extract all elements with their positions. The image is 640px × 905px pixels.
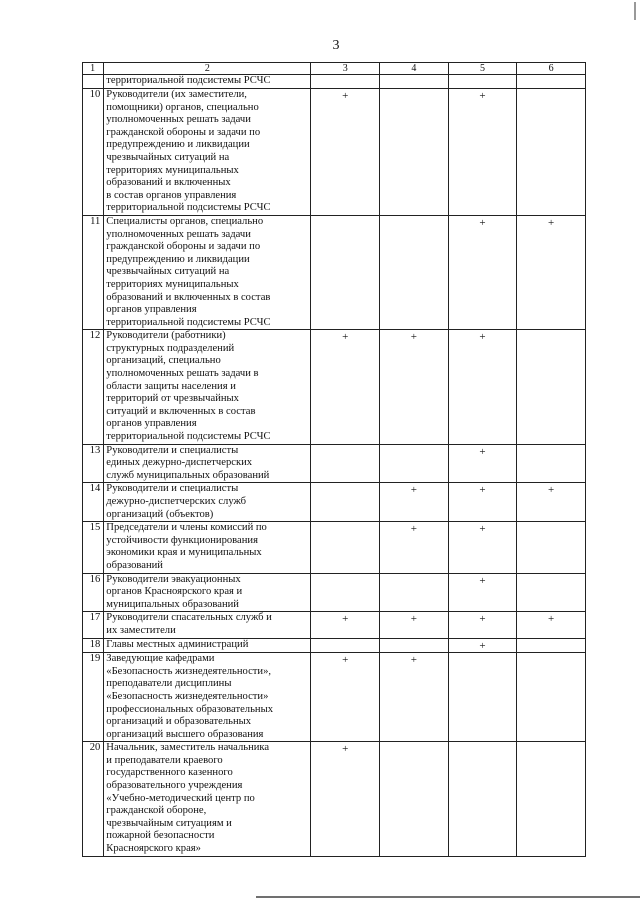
- header-col-1: 1: [83, 63, 104, 75]
- row-mark-col-5: +: [479, 90, 486, 102]
- row-mark-col-3: +: [342, 90, 349, 102]
- row-mark-col-6: [519, 574, 583, 575]
- header-row: [83, 63, 586, 75]
- row-description: Руководители и специалисты дежурно-диспетчерских служб организаций (объектов): [106, 483, 247, 520]
- row-number: 15: [89, 522, 101, 534]
- row-mark-col-5: [451, 653, 515, 654]
- table-row: [83, 653, 586, 742]
- row-mark-col-3: [313, 574, 377, 575]
- row-mark-col-6: [519, 639, 583, 640]
- row-number: 11: [90, 215, 101, 227]
- table-row: [83, 444, 586, 483]
- row-mark-col-6: [519, 653, 583, 654]
- row-description: Руководители (их заместители, помощники) органов, специально уполномоченных решать задачи гражданской обороны и задачи по предупреждению и ликвидации чрезвычайных ситуаций на территориях муниципальных образований и включенных в состав органов управления территориальной подсистемы РСЧС: [106, 89, 271, 214]
- row-description: Руководители и специалисты единых дежурно-диспетчерских служб муниципальных образований: [106, 444, 270, 481]
- row-mark-col-3: +: [342, 654, 349, 667]
- training-table: [82, 62, 586, 857]
- header-col-4: 4: [380, 63, 449, 75]
- row-mark-col-5: +: [479, 639, 486, 652]
- row-mark-col-4: +: [410, 484, 417, 497]
- row-description: Руководители (работники) структурных подразделений организаций, специально уполномоченных решать задачи в области защиты населения и территорий от чрезвычайных ситуаций и включенных в состав органов управления территориальной подсистемы РСЧС: [106, 330, 271, 443]
- row-mark-col-5: +: [479, 523, 486, 536]
- page-number: 3: [332, 38, 340, 53]
- row-mark-col-4: [382, 574, 446, 575]
- row-number: 19: [89, 653, 101, 665]
- row-description: Начальник, заместитель начальника и преподаватели краевого государственного казенного образовательного учреждения «Учебно-методический центр по гражданской обороне, чрезвычайным ситуациям и пожарной безопасности Красноярского края»: [106, 742, 270, 855]
- row-mark-col-5: +: [479, 445, 486, 458]
- row-description: Председатели и члены комиссий по устойчивости функционирования экономики края и муниципальных образований: [106, 522, 267, 571]
- continuation-row: [83, 75, 586, 89]
- row-description: Специалисты органов, специально уполномоченных решать задачи гражданской обороны и задачи по предупреждению и ликвидации чрезвычайных ситуаций на территориях муниципальных образований и включенных в состав органов управления территориальной подсистемы РСЧС: [106, 215, 271, 328]
- row-mark-col-3: [313, 445, 377, 446]
- row-description: Руководители спасательных служб и их заместители: [106, 612, 272, 636]
- row-mark-col-6: +: [548, 216, 555, 229]
- row-mark-col-5: +: [479, 216, 486, 229]
- row-mark-col-4: [382, 742, 446, 743]
- row-number: 13: [89, 444, 101, 456]
- row-mark-col-5: +: [479, 484, 486, 497]
- row-number: 14: [89, 483, 101, 495]
- row-number: 17: [89, 612, 101, 624]
- header-col-6: 6: [517, 63, 586, 75]
- row-mark-col-4: [382, 639, 446, 640]
- row-mark-col-4: [382, 216, 446, 217]
- continuation-num: [83, 75, 104, 89]
- table-row: [83, 483, 586, 522]
- row-mark-col-4: +: [410, 654, 417, 667]
- row-number: 12: [89, 330, 101, 342]
- row-mark-col-6: [519, 742, 583, 743]
- table-row: [83, 742, 586, 856]
- row-description: Руководители эвакуационных органов Красноярского края и муниципальных образований: [106, 573, 243, 610]
- row-mark-col-5: +: [479, 574, 486, 587]
- header-col-3: 3: [311, 63, 380, 75]
- row-number: 16: [89, 573, 101, 585]
- row-mark-col-4: [382, 89, 446, 90]
- table-row: [83, 612, 586, 638]
- row-mark-col-3: [313, 522, 377, 523]
- row-mark-col-6: [519, 330, 583, 331]
- scan-edge-mark: [634, 2, 636, 20]
- row-mark-col-4: +: [410, 523, 417, 536]
- row-mark-col-3: +: [342, 743, 349, 756]
- row-mark-col-3: +: [342, 331, 349, 344]
- row-mark-col-6: [519, 445, 583, 446]
- header-col-5: 5: [448, 63, 517, 75]
- row-mark-col-4: +: [410, 613, 417, 626]
- row-mark-col-4: [382, 445, 446, 446]
- row-number: 18: [89, 638, 101, 650]
- row-mark-col-4: +: [410, 331, 417, 344]
- table-row: [83, 89, 586, 216]
- row-number: 10: [89, 89, 101, 100]
- header-col-2: 2: [104, 63, 311, 75]
- row-mark-col-3: [313, 639, 377, 640]
- row-mark-col-6: [519, 89, 583, 90]
- row-description: Главы местных администраций: [106, 638, 249, 650]
- row-mark-col-3: [313, 216, 377, 217]
- continuation-text: территориальной подсистемы РСЧС: [104, 75, 311, 89]
- row-mark-col-3: +: [342, 613, 349, 626]
- row-mark-col-6: +: [548, 484, 555, 497]
- row-description: Заведующие кафедрами «Безопасность жизнедеятельности», преподаватели дисциплины «Безопасность жизнедеятельности» профессиональных образовательных организаций и образовательных организаций высшего образования: [106, 653, 274, 740]
- table-row: [83, 215, 586, 329]
- row-mark-col-6: [519, 522, 583, 523]
- table-row: [83, 573, 586, 612]
- table-row: [83, 522, 586, 573]
- table-row: [83, 330, 586, 444]
- row-mark-col-6: +: [548, 613, 555, 626]
- row-mark-col-5: +: [479, 331, 486, 344]
- row-mark-col-3: [313, 483, 377, 484]
- table-row: [83, 638, 586, 653]
- row-number: 20: [89, 742, 101, 754]
- scan-bottom-line: [256, 896, 640, 898]
- row-mark-col-5: [451, 742, 515, 743]
- row-mark-col-5: +: [479, 613, 486, 626]
